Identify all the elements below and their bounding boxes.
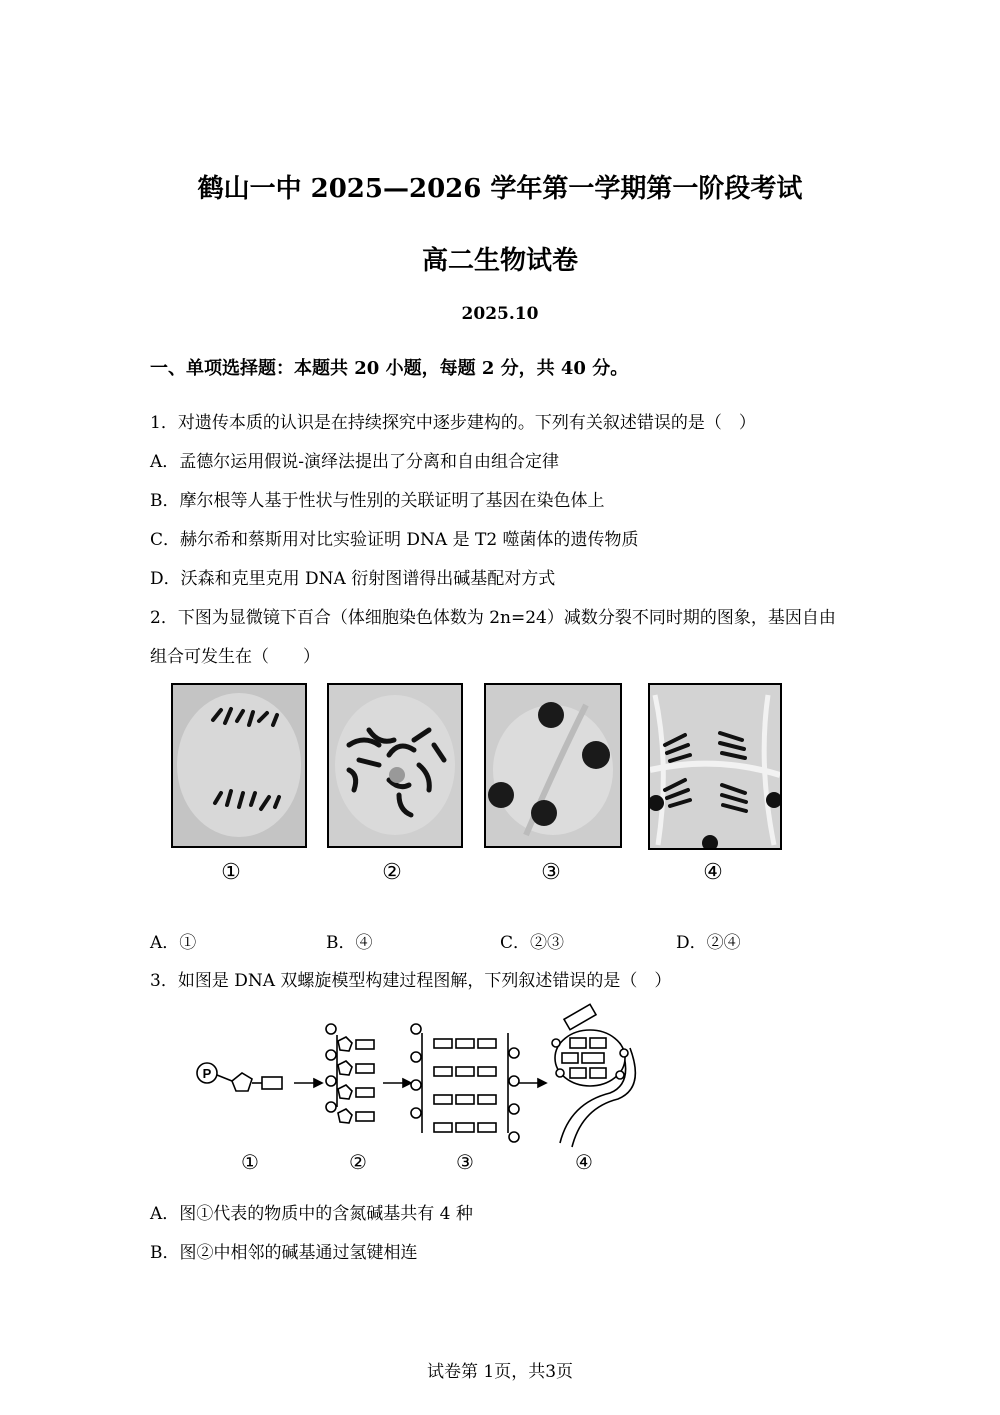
q1-option-b: B．摩尔根等人基于性状与性别的关联证明了基因在染色体上 [150, 491, 605, 511]
q2-option-a: A．① [150, 933, 197, 953]
q3-figure-label-4: ④ [575, 1150, 593, 1174]
micrograph-1-image [173, 685, 305, 846]
q1-stem: 1．对遗传本质的认识是在持续探究中逐步建构的。下列有关叙述错误的是（ ） [150, 413, 756, 433]
exam-title: 鹤山一中 2025—2026 学年第一学期第一阶段考试 [197, 174, 803, 204]
q3-option-b: B．图②中相邻的碱基通过氢键相连 [150, 1243, 418, 1263]
q1-option-d: D．沃森和克里克用 DNA 衍射图谱得出碱基配对方式 [150, 569, 556, 589]
q1-option-a: A．孟德尔运用假说-演绎法提出了分离和自由组合定律 [150, 452, 560, 472]
q3-figure-label-1: ① [241, 1150, 259, 1174]
micrograph-3-image [486, 685, 620, 846]
exam-date: 2025.10 [461, 304, 539, 324]
q3-option-a: A．图①代表的物质中的含氮碱基共有 4 种 [150, 1204, 473, 1224]
micrograph-2-image [329, 685, 461, 846]
q2-figure-label-4: ④ [703, 860, 723, 885]
q2-figure-label-3: ③ [541, 860, 561, 885]
q2-stem-line2: 组合可发生在（ ） [150, 647, 320, 667]
exam-subtitle: 高二生物试卷 [421, 246, 578, 276]
q2-stem-line1: 2．下图为显微镜下百合（体细胞染色体数为 2n=24）减数分裂不同时期的图象，基因自由 [150, 608, 836, 628]
micrograph-4-image [650, 685, 780, 848]
phosphate-label: P [202, 1066, 212, 1081]
micrograph-4 [648, 683, 782, 850]
q2-figure-label-1: ① [221, 860, 241, 885]
section-heading: 一、单项选择题：本题共 20 小题，每题 2 分，共 40 分。 [150, 358, 629, 379]
q2-figure-label-2: ② [382, 860, 402, 885]
q3-stem: 3．如图是 DNA 双螺旋模型构建过程图解，下列叙述错误的是（ ） [150, 971, 672, 991]
q3-figure-label-2: ② [349, 1150, 367, 1174]
q3-figure-label-3: ③ [456, 1150, 474, 1174]
page-footer: 试卷第 1页，共3页 [426, 1362, 574, 1382]
dna-model-diagram [190, 1003, 650, 1153]
micrograph-2 [327, 683, 463, 848]
micrograph-3 [484, 683, 622, 848]
q1-option-c: C．赫尔希和蔡斯用对比实验证明 DNA 是 T2 噬菌体的遗传物质 [150, 530, 639, 550]
micrograph-1 [171, 683, 307, 848]
q2-option-d: D．②④ [676, 933, 741, 953]
q2-option-b: B．④ [326, 933, 373, 953]
q2-option-c: C．②③ [500, 933, 565, 953]
